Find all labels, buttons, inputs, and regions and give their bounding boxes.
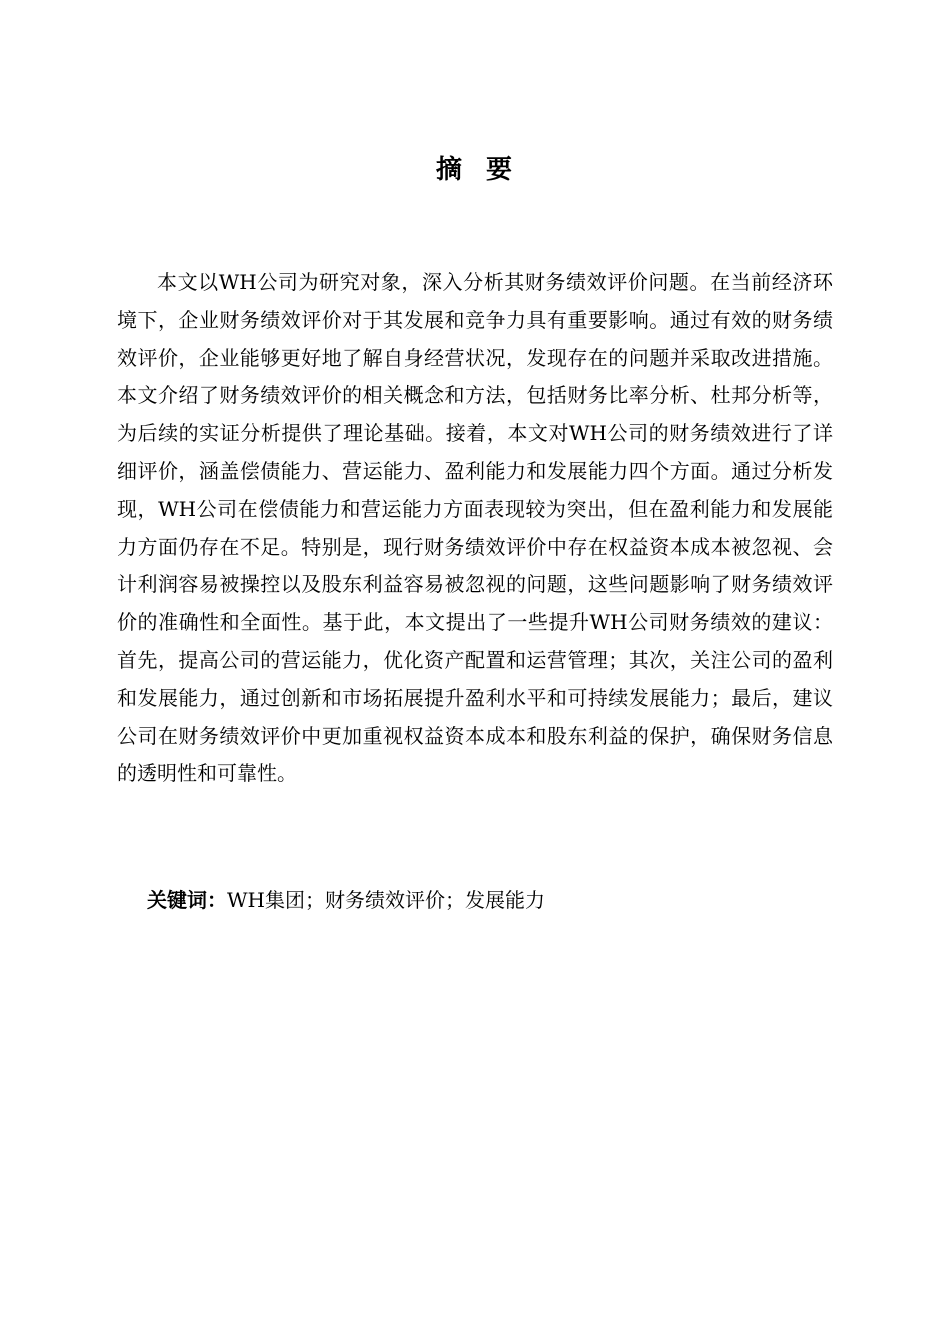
page-title: 摘 要 bbox=[435, 155, 515, 185]
keywords-line bbox=[147, 881, 847, 919]
abstract-paragraph: 本文以WH公司为研究对象，深入分析其财务绩效评价问题。在当前经济环境下，企业财务绩效评价对于其发展和竞争力具有重要影响。通过有效的财务绩效评价，企业能够更好地了解自身经营状况，发现存在的问题并采取改进措施。本文介绍了财务绩效评价的相关概念和方法，包括财务比率分析、杜邦分析等，为后续的实证分析提供了理论基础。接着，本文对WH公司的财务绩效进行了详细评价，涵盖偿债能力、营运能力、盈利能力和发展能力四个方面。通过分析发现，WH公司在偿债能力和营运能力方面表现较为突出，但在盈利能力和发展能力方面仍存在不足。特别是，现行财务绩效评价中存在权益资本成本被忽视、会计利润容易被操控以及股东利益容易被忽视的问题，这些问题影响了财务绩效评价的准确性和全面性。基于此，本文提出了一些提升WH公司财务绩效的建议：首先，提高公司的营运能力，优化资产配置和运营管理；其次，关注公司的盈利和发展能力，通过创新和市场拓展提升盈利水平和可持续发展能力；最后，建议公司在财务绩效评价中更加重视权益资本成本和股东利益的保护，确保财务信息的透明性和可靠性。 bbox=[117, 270, 833, 786]
keywords-label: 关键词： bbox=[147, 888, 227, 912]
keywords-text: WH集团；财务绩效评价；发展能力 bbox=[227, 888, 545, 912]
